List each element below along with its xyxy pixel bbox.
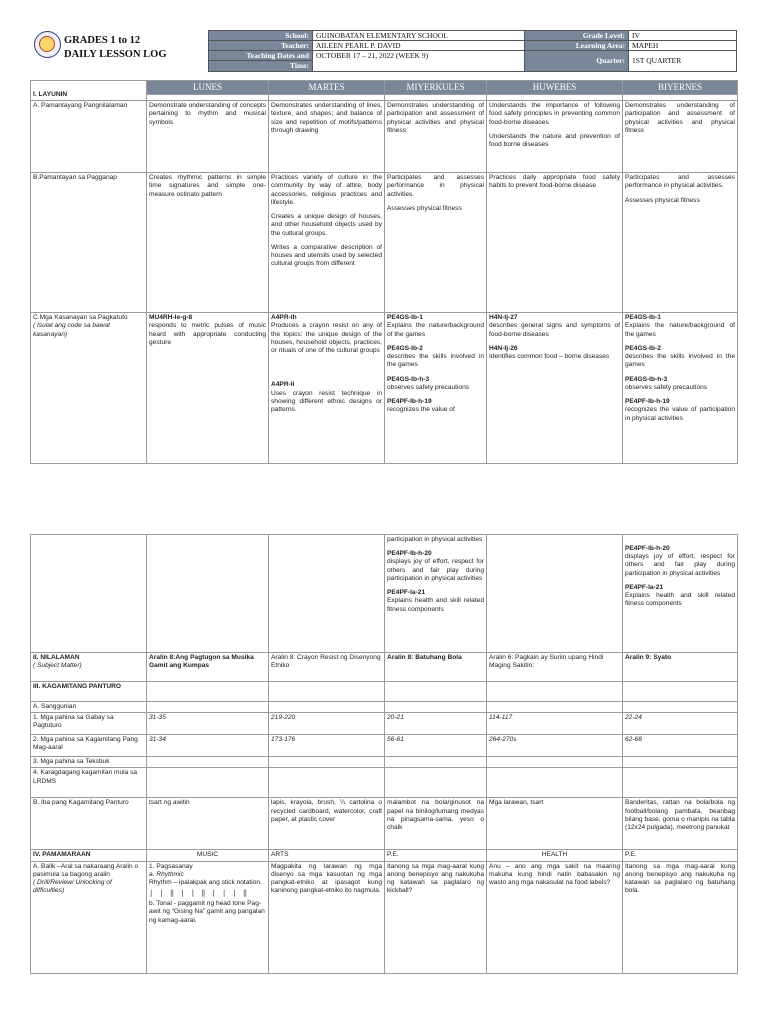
row-label: IV. PAMAMARAAN xyxy=(31,850,147,861)
row-label-note: ( Isulat ang code sa bawat kasanayan) xyxy=(33,322,110,338)
cell-text: Magpakita ng larawan ng mga disenyo sa mga kasuotan ng mga pangkat-etniko at ipasagot kung kaninong pangkat-etniko ito nagmula. xyxy=(269,861,385,973)
cell-text: Writes a comparative description of houses and utensils used by selected cultural groups from different xyxy=(271,243,382,268)
document-header xyxy=(30,30,737,70)
competency-code: PE4PF-Ib-h-19 xyxy=(625,398,670,406)
cell-martes xyxy=(269,173,385,313)
cell-text: Practices variety of culture in the community by way of attire, body accessories, religious practices and lifestyle. xyxy=(271,174,382,206)
row-label: B. Iba pang Kagamitang Panturo xyxy=(31,798,147,850)
row-label xyxy=(31,861,147,973)
cell-text: Explains the nature/background of the games xyxy=(625,322,735,338)
grade-level-label: Grade Level: xyxy=(525,31,629,41)
row-pamantayan-sa-pagganap xyxy=(31,173,738,313)
competency-code: H4N-Ij-27 xyxy=(489,314,518,322)
lesson-log-table-page-1 xyxy=(30,80,738,464)
row-label: 1. Mga pahina sa Gabay sa Pagtuturo xyxy=(31,713,147,735)
row-label-note: ( Subject Matter) xyxy=(33,662,82,670)
subject-music: MUSIC xyxy=(147,850,269,861)
row-label-note: ( Drill/Review/ Unlocking of difficulties) xyxy=(33,879,112,895)
layunin-heading: I. LAYUNIN xyxy=(31,81,147,101)
cell-text: Produces a crayon resist on any of the topics: the unique design of the houses, household objects, practices, or rituals of one of the cultural groups xyxy=(271,322,382,355)
cell-text: describes the skills involved in the games xyxy=(625,353,735,369)
subject-arts: ARTS xyxy=(269,850,385,861)
quarter-label: Quarter: xyxy=(525,51,629,71)
competency-code: H4N-Ij-26 xyxy=(489,344,518,352)
cell-text: malambot na bola/ginusot na papel na binilog/lumang medyas na pinagsama-sama, yeso o chalk xyxy=(385,798,487,850)
stick-notation: | | ‖ | | ‖ | | | ‖ xyxy=(149,889,249,898)
subject-health: HEALTH xyxy=(487,850,623,861)
cell-biyernes xyxy=(623,535,738,653)
cell-text: displays joy of effort, respect for others and fair play during participation in physical activities xyxy=(625,553,735,577)
subject-pe: P.E. xyxy=(623,850,738,861)
deped-seal-icon xyxy=(34,31,61,58)
cell-text: Assesses physical fitness xyxy=(387,204,462,212)
cell-text: 173-176 xyxy=(269,735,385,757)
lesson-log-table-page-2 xyxy=(30,534,738,974)
cell-text: Explains health and skill related fitness components xyxy=(625,592,735,608)
cell-martes xyxy=(269,313,385,464)
learning-area-label: Learning Area: xyxy=(525,41,629,51)
row-lrmds xyxy=(31,768,738,798)
cell-text: 56-61 xyxy=(385,735,487,757)
row-label xyxy=(31,653,147,682)
cell-text: 22-24 xyxy=(623,713,738,735)
cell-biyernes xyxy=(623,173,738,313)
cell-text: 20-21 xyxy=(385,713,487,735)
cell-text: 62-68 xyxy=(623,735,738,757)
cell-text: Demonstrates understanding of participation and assessment of physical activities and physical fitness xyxy=(623,101,738,173)
learning-area-value: MAPEH xyxy=(629,41,737,51)
cell-text: Mga larawan, tsart xyxy=(487,798,623,850)
competency-code: PE4PF-Ib-h-20 xyxy=(625,545,670,552)
cell-lunes xyxy=(147,861,269,973)
cell-text: Itanong sa mga mag-aaral kung anong benepisyo ang nakukuha ng katawan sa paglalaro ng kickball? xyxy=(385,861,487,973)
competency-code: PE4PF-Ia-21 xyxy=(387,589,426,597)
grade-level-value: IV xyxy=(629,31,737,41)
cell-miyerkules xyxy=(385,535,487,653)
row-label: 2. Mga pahina sa Kagamitang Pang Mag-aaral xyxy=(31,735,147,757)
cell-text: displays joy of effort, respect for others and fair play during participation in physical activities xyxy=(387,558,484,582)
cell-text: recognizes the value of xyxy=(387,406,455,414)
cell-text: Participates and assesses performance in physical activities. xyxy=(625,174,735,190)
competency-code: PE4GS-Ib-h-3 xyxy=(625,375,668,383)
cell-text: 219-220 xyxy=(269,713,385,735)
row-label xyxy=(31,313,147,464)
cell-miyerkules xyxy=(385,313,487,464)
competency-code: A4PR-Ii xyxy=(271,381,295,389)
row-teksbuk xyxy=(31,757,738,768)
row-mga-kasanayan xyxy=(31,313,738,464)
cell-lunes xyxy=(147,313,269,464)
row-label-text: II. NILALAMAN xyxy=(33,654,80,661)
cell-text: 31-34 xyxy=(147,735,269,757)
day-header-miyerkules: MIYERKULES xyxy=(385,81,487,95)
cell-text: Demonstrates understanding of lines, texture, and shapes; and balance of size and repetition of motifs/patterns through drawing xyxy=(269,101,385,173)
cell-text: recognizes the value of participation in physical activities xyxy=(625,406,735,422)
competency-code: PE4GS-Ib-2 xyxy=(387,344,423,352)
cell-text: describes general signs and symptoms of food-borne diseases xyxy=(489,322,620,338)
competency-code: MU4RH-Ie-g-8 xyxy=(149,314,193,322)
cell-text: Demonstrates understanding of participation and assessment of physical activities and physical fitness xyxy=(385,101,487,173)
cell-text: Aralin 8:Ang Pagtugon sa Musika Gamit ang Kumpas xyxy=(147,653,269,682)
competency-code: PE4GS-Ib-1 xyxy=(387,314,423,322)
competency-code: PE4GS-Ib-1 xyxy=(625,314,661,322)
cell-text: a. Rhythmic xyxy=(149,870,184,878)
cell-text: Understands the importance of following food safety principles in preventing common food-borne diseases xyxy=(489,102,620,126)
cell-text: 31-35 xyxy=(147,713,269,735)
day-header-biyernes: BIYERNES xyxy=(623,81,738,95)
row-nilalaman xyxy=(31,653,738,682)
cell-text: Identifies common food – borne diseases xyxy=(489,353,610,361)
teaching-dates-value: OCTOBER 17 – 21, 2022 (WEEK 9) xyxy=(313,51,525,71)
cell-text: Aralin 9: Syato xyxy=(623,653,738,682)
cell-text: lapis, krayola, brush, ¼ cartolina o recycled cardboard, watercolor, craft paper, at plastic cover xyxy=(269,798,385,850)
teaching-dates-label: Teaching Dates and xyxy=(209,51,313,61)
row-label: 3. Mga pahina sa Teksbuk xyxy=(31,757,147,768)
cell-text: Banderitas, rattan na bola/bola ng football/bolang pambata, beanbag bilang base, goma o manipis na tabla (12x24 pulgada), meetrong panukat xyxy=(623,798,738,850)
cell-text: Practices daily appropriate food safety habits to prevent food-borne disease xyxy=(487,173,623,313)
teacher-label: Teacher: xyxy=(209,41,313,51)
time-label: Time: xyxy=(209,61,313,71)
competency-code: PE4GS-Ib-2 xyxy=(625,344,661,352)
day-header-huwebes: HUWEBES xyxy=(487,81,623,95)
row-label: B.Pamantayan sa Pagganap xyxy=(31,173,147,313)
cell-text: participation in physical activities xyxy=(387,536,483,543)
row-label: 4. Karagdagang kagamitan mula sa LRDMS xyxy=(31,768,147,798)
cell-text: observes safety precautions xyxy=(387,383,470,391)
day-header-martes: MARTES xyxy=(269,81,385,95)
school-value: GUINOBATAN ELEMENTARY SCHOOL xyxy=(313,31,525,41)
quarter-value: 1ST QUARTER xyxy=(629,51,737,71)
cell-text: Anu – ano ang mga sakit na maaring makuha kung hindi natin babasakin ng wasto ang mga nakasulat na food labels? xyxy=(487,861,623,973)
row-pamamaraan xyxy=(31,850,738,861)
row-kasanayan-continued xyxy=(31,535,738,653)
cell-text: Uses crayon resist technique in showing different ethnic designs or patterns. xyxy=(271,389,382,414)
competency-code: PE4PF-Ib-h-19 xyxy=(387,398,432,406)
row-sanggunian xyxy=(31,702,738,713)
row-iba-pang-kagamitan xyxy=(31,798,738,850)
cell-text: tsart ng awitin xyxy=(147,798,269,850)
competency-code: PE4PF-Ia-21 xyxy=(625,583,664,591)
cell-text: Demonstrate understanding of concepts pertaining to rhythm and musical symbols xyxy=(147,101,269,173)
row-label-text: A. Balik –Aral sa nakaraang Aralin o pasimula sa bagong aralin xyxy=(33,862,139,878)
row-label: III. KAGAMITANG PANTURO xyxy=(31,682,147,702)
cell-text: Participates and assesses performance in physical activities. xyxy=(387,174,484,198)
cell-text: Itanong sa mga mag-aaral kung anong benepisyo ang nakukuha ng katawan sa paglalaro ng batuhang bola. xyxy=(623,861,738,973)
cell-text: 114-117 xyxy=(487,713,623,735)
cell-text: Aralin 8: Crayon Resist ng Disenyong Etniko xyxy=(269,653,385,682)
cell-text: Creates a unique design of houses, and other household objects used by the cultural groups. xyxy=(271,213,382,237)
title-line-1: GRADES 1 to 12 xyxy=(64,35,141,46)
cell-text: b. Tonal - paggamit ng head tone Pag-awit ng “Gising Na” gamit ang pangalan ng kamag-aaral. xyxy=(149,900,265,924)
competency-code: PE4PF-Ib-h-20 xyxy=(387,550,432,558)
row-label: A. Pamantayang Pangnilalaman xyxy=(31,101,147,173)
row-kagamitang-panturo xyxy=(31,682,738,702)
school-info-grid xyxy=(208,30,737,72)
cell-text: Creates rhythmic patterns in simple time signatures and simple one-measure ostinato pattern xyxy=(147,173,269,313)
cell-text: Explains the nature/background of the games xyxy=(387,322,484,338)
school-label: School: xyxy=(209,31,313,41)
cell-text: Rhythm – ipalakpak ang stick notation. xyxy=(149,879,262,887)
cell-text: Understands the nature and prevention of food borne diseases xyxy=(489,132,620,149)
row-balik-aral xyxy=(31,861,738,973)
subject-pe: P.E. xyxy=(385,850,487,861)
cell-biyernes xyxy=(623,313,738,464)
row-label: A. Sanggunian xyxy=(31,702,147,713)
cell-text: Assesses physical fitness xyxy=(625,196,700,204)
row-pamantayang-pangnilalaman xyxy=(31,101,738,173)
cell-text: Aralin 8: Batuhang Bola xyxy=(385,653,487,682)
cell-huwebes xyxy=(487,313,623,464)
row-label-text: C.Mga Kasanayan sa Pagkatuto xyxy=(33,314,128,322)
row-kagamitang-mag-aaral xyxy=(31,735,738,757)
cell-text: 1. Pagsasanay xyxy=(149,862,193,870)
competency-code: PE4GS-Ib-h-3 xyxy=(387,375,430,383)
row-gabay-sa-pagtuturo xyxy=(31,713,738,735)
teacher-value: AILEEN PEARL P. DAVID xyxy=(313,41,525,51)
cell-miyerkules xyxy=(385,173,487,313)
document-title xyxy=(64,34,167,61)
competency-code: A4PR-Ih xyxy=(271,314,297,322)
cell-text: Explains health and skill related fitness components xyxy=(387,597,484,613)
cell-text: 264-270s xyxy=(487,735,623,757)
cell-text: observes safety precautions xyxy=(625,383,708,391)
cell-text: Aralin 6: Pagkain ay Suriin upang Hindi Maging Sakitin: xyxy=(487,653,623,682)
title-line-2: DAILY LESSON LOG xyxy=(64,48,167,60)
cell-huwebes xyxy=(487,101,623,173)
day-header-lunes: LUNES xyxy=(147,81,269,95)
cell-text: describes the skills involved in the games xyxy=(387,353,484,369)
cell-text: responds to metric pulses of music heard with appropriate conducting gesture xyxy=(149,322,266,346)
